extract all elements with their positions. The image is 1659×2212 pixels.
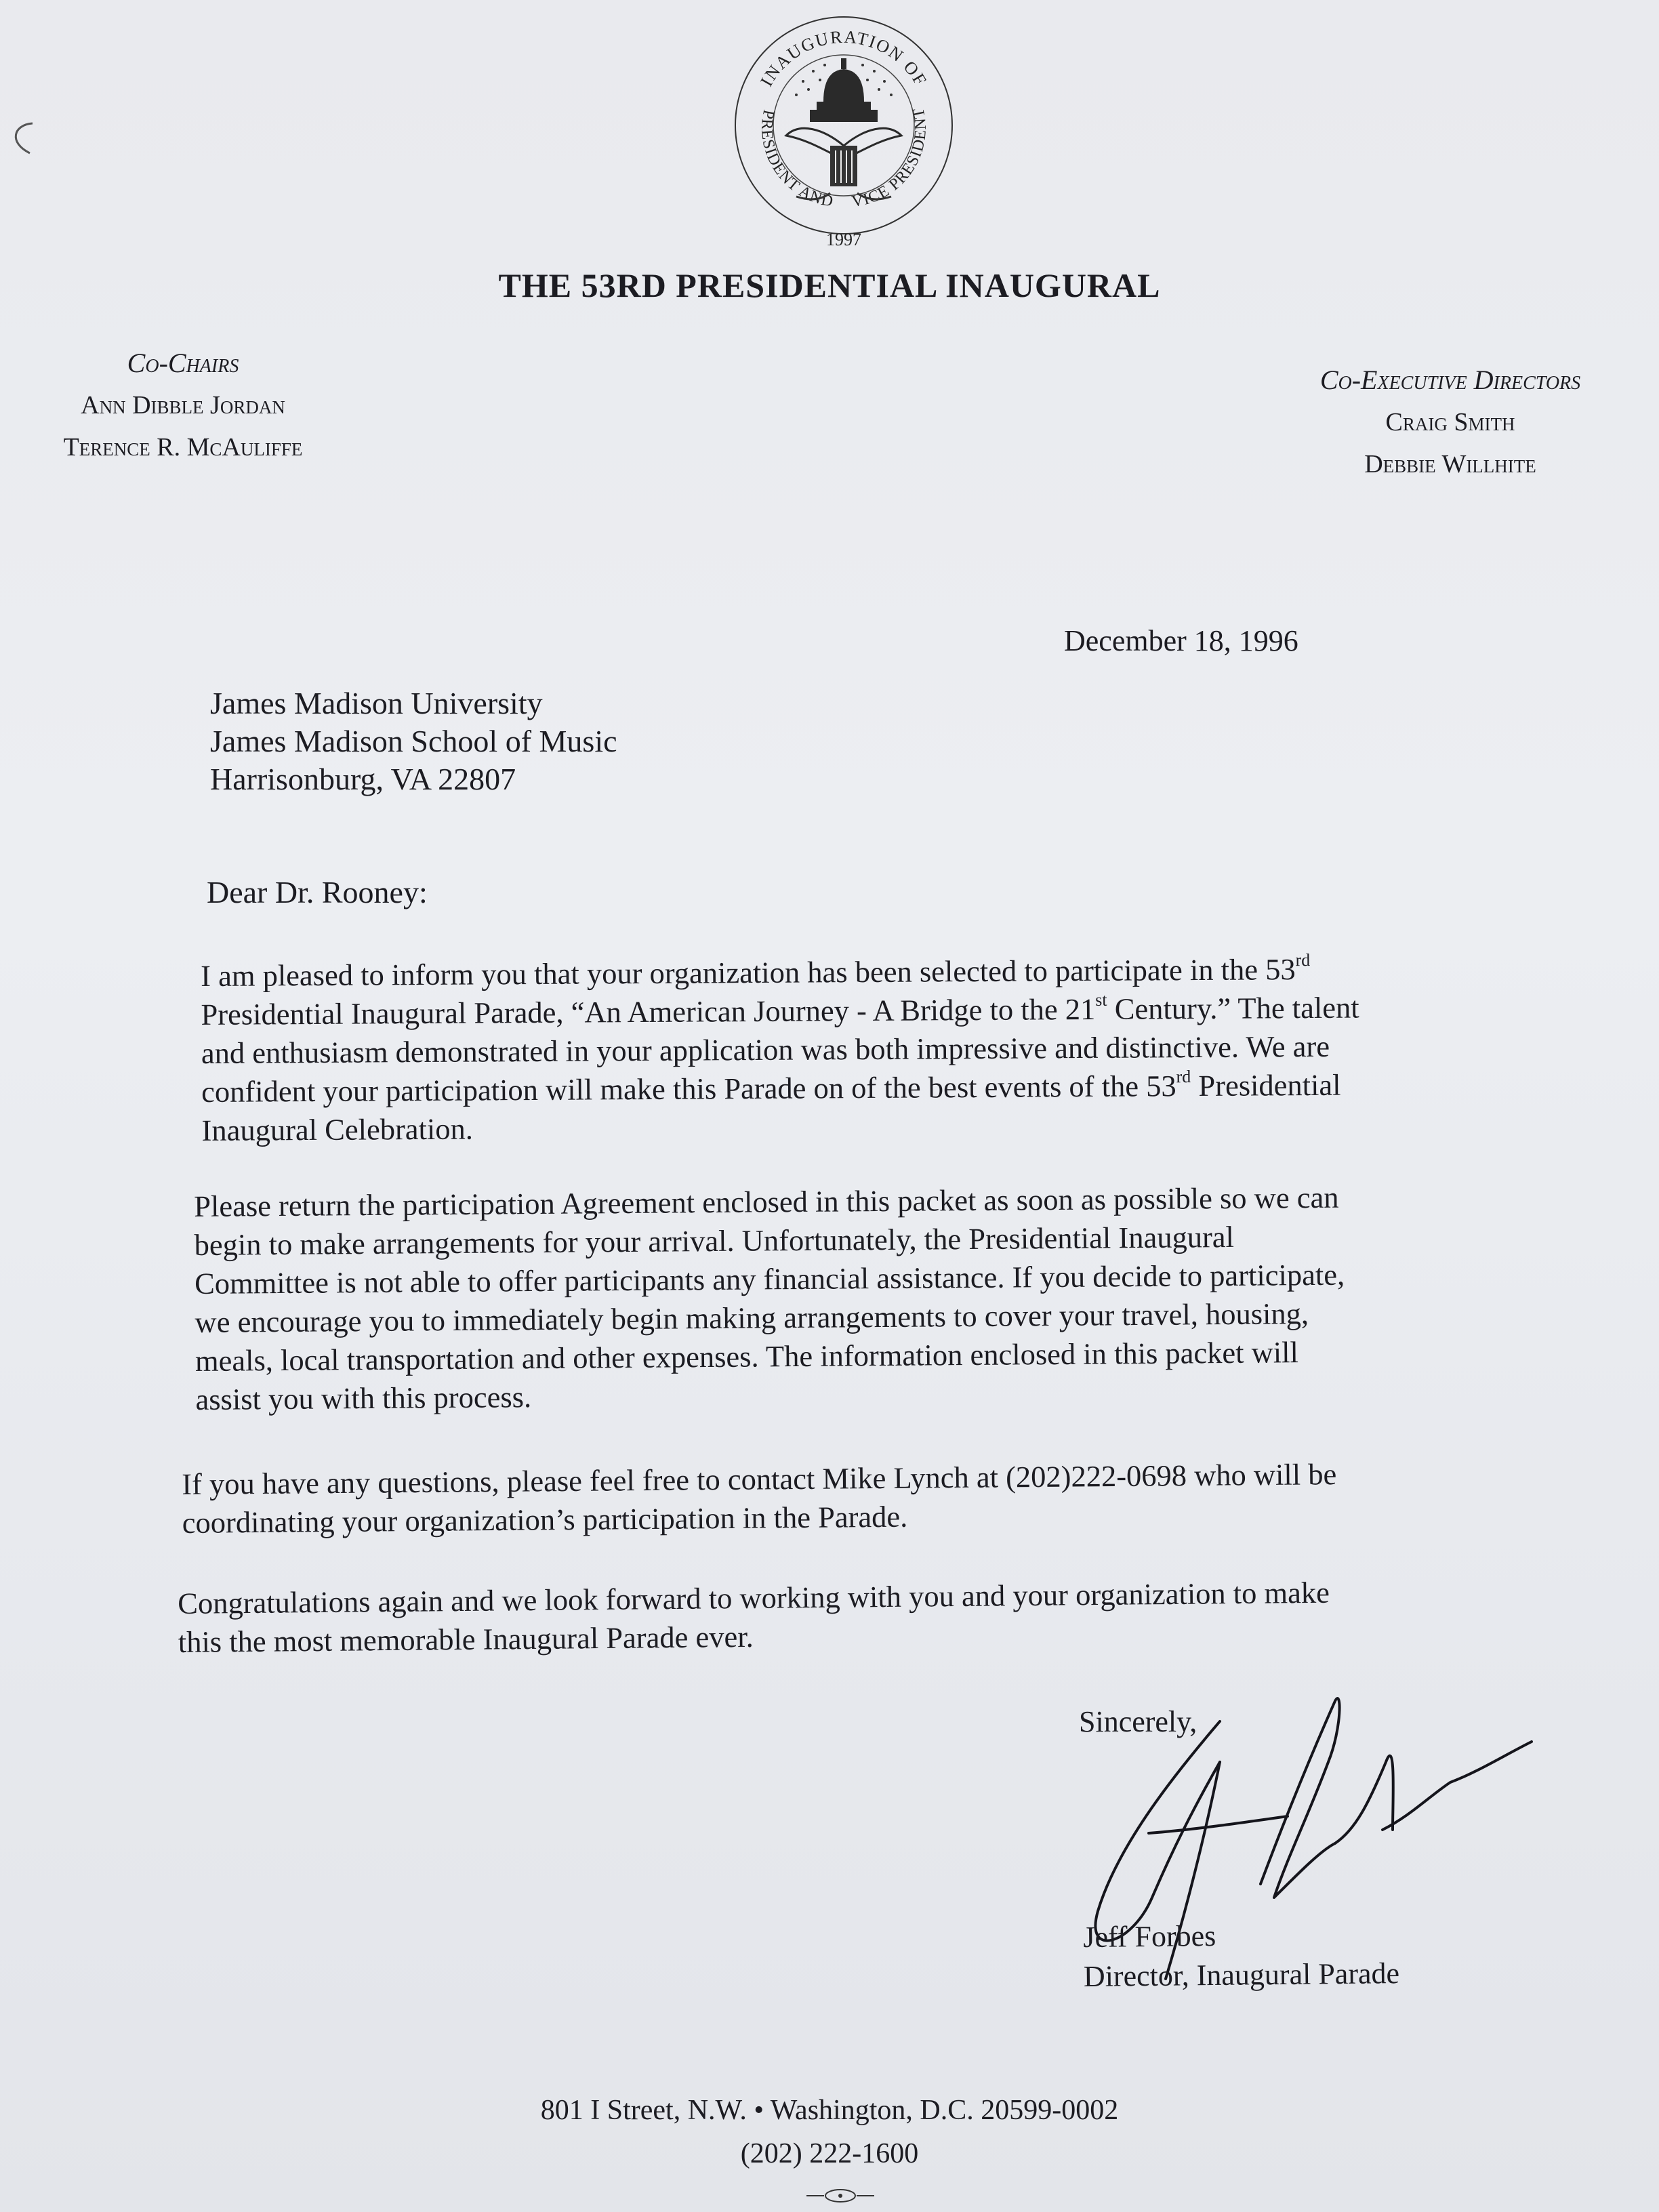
paragraph-line: Congratulations again and we look forward to working with you and your organization to make xyxy=(178,1575,1330,1620)
footer-address: 801 I Street, N.W. • Washington, D.C. 20599-0002 xyxy=(540,2095,1119,2126)
co-chairs-label: Co-Chairs xyxy=(127,348,239,378)
paragraph-line xyxy=(201,950,1359,996)
paragraph-line: meals, local transportation and other expenses. The information enclosed in this packet will xyxy=(194,1335,1299,1378)
paragraph-line: Committee is not able to offer participants any financial assistance. If you decide to participate, xyxy=(194,1257,1345,1300)
inaugural-seal-icon xyxy=(722,0,966,251)
paragraph-line: coordinating your organization’s participation in the Parade. xyxy=(182,1499,908,1540)
signer-block xyxy=(1083,1914,1399,1996)
signer-name: Jeff Forbes xyxy=(1083,1919,1216,1954)
address-line: James Madison School of Music xyxy=(210,724,617,758)
line-text: Presidential xyxy=(1191,1067,1341,1103)
paragraph-line: assist you with this process. xyxy=(195,1380,532,1416)
body-paragraph xyxy=(182,1455,1337,1542)
recipient-address xyxy=(210,684,617,798)
co-executive-directors-label: Co-Executive Directors xyxy=(1319,365,1581,395)
line-text: confident your participation will make this Parade on of the best events of the 53 xyxy=(201,1069,1176,1109)
seal-ring-right: VICE PRESIDENT xyxy=(851,106,930,211)
co-chairs-block xyxy=(41,342,325,468)
co-chair-name: Ann Dibble Jordan xyxy=(81,391,285,419)
signer-title: Director, Inaugural Parade xyxy=(1083,1957,1400,1993)
paragraph-line: we encourage you to immediately begin making arrangements to cover your travel, housing, xyxy=(194,1296,1309,1339)
paragraph-line: this the most memorable Inaugural Parade ever. xyxy=(178,1619,754,1659)
paragraph-line: Inaugural Celebration. xyxy=(201,1111,474,1147)
co-executive-directors-block xyxy=(1274,359,1626,485)
svg-text:PRESIDENT AND xyxy=(758,108,835,211)
scan-artifact-mark xyxy=(0,115,54,169)
body-paragraph xyxy=(194,1179,1346,1419)
ordinal-suffix: rd xyxy=(1295,950,1311,970)
seal-year: 1997 xyxy=(826,230,861,249)
paragraph-line: begin to make arrangements for your arrival. Unfortunately, the Presidential Inaugural xyxy=(194,1219,1235,1262)
line-text: Century.” The talent xyxy=(1107,990,1359,1026)
line-text: I am pleased to inform you that your organization has been selected to participate in the 53 xyxy=(201,952,1296,993)
co-executive-director-name: Craig Smith xyxy=(1385,408,1515,436)
line-text: Presidential Inaugural Parade, “An American Journey - A Bridge to the 21 xyxy=(201,991,1096,1031)
letterhead-title: THE 53RD PRESIDENTIAL INAUGURAL xyxy=(498,266,1161,304)
letterhead-footer xyxy=(0,2089,1659,2175)
address-line: James Madison University xyxy=(210,686,543,720)
paragraph-line xyxy=(201,1066,1359,1111)
footer-phone: (202) 222-1600 xyxy=(740,2138,919,2169)
ordinal-suffix: st xyxy=(1095,990,1107,1010)
co-executive-director-name: Debbie Willhite xyxy=(1364,450,1536,478)
paragraph-line xyxy=(201,989,1359,1034)
seal-ring-left: PRESIDENT AND xyxy=(757,108,836,211)
seal-ring-top: INAUGURATION OF xyxy=(756,26,931,90)
salutation: Dear Dr. Rooney: xyxy=(207,875,428,909)
union-bug-icon xyxy=(800,2186,881,2206)
paragraph-line: If you have any questions, please feel free to contact Mike Lynch at (202)222-0698 who will be xyxy=(182,1457,1337,1501)
closing: Sincerely, xyxy=(1079,1705,1197,1738)
letter-date: December 18, 1996 xyxy=(1064,624,1298,657)
ordinal-suffix: rd xyxy=(1176,1067,1191,1087)
body-paragraph xyxy=(201,950,1360,1150)
paragraph-line: and enthusiasm demonstrated in your application was both impressive and distinctive. We are xyxy=(201,1029,1330,1070)
paragraph-line: Please return the participation Agreement enclosed in this packet as soon as possible so we can xyxy=(194,1180,1339,1223)
co-chair-name: Terence R. McAuliffe xyxy=(63,433,303,462)
address-line: Harrisonburg, VA 22807 xyxy=(210,762,516,796)
